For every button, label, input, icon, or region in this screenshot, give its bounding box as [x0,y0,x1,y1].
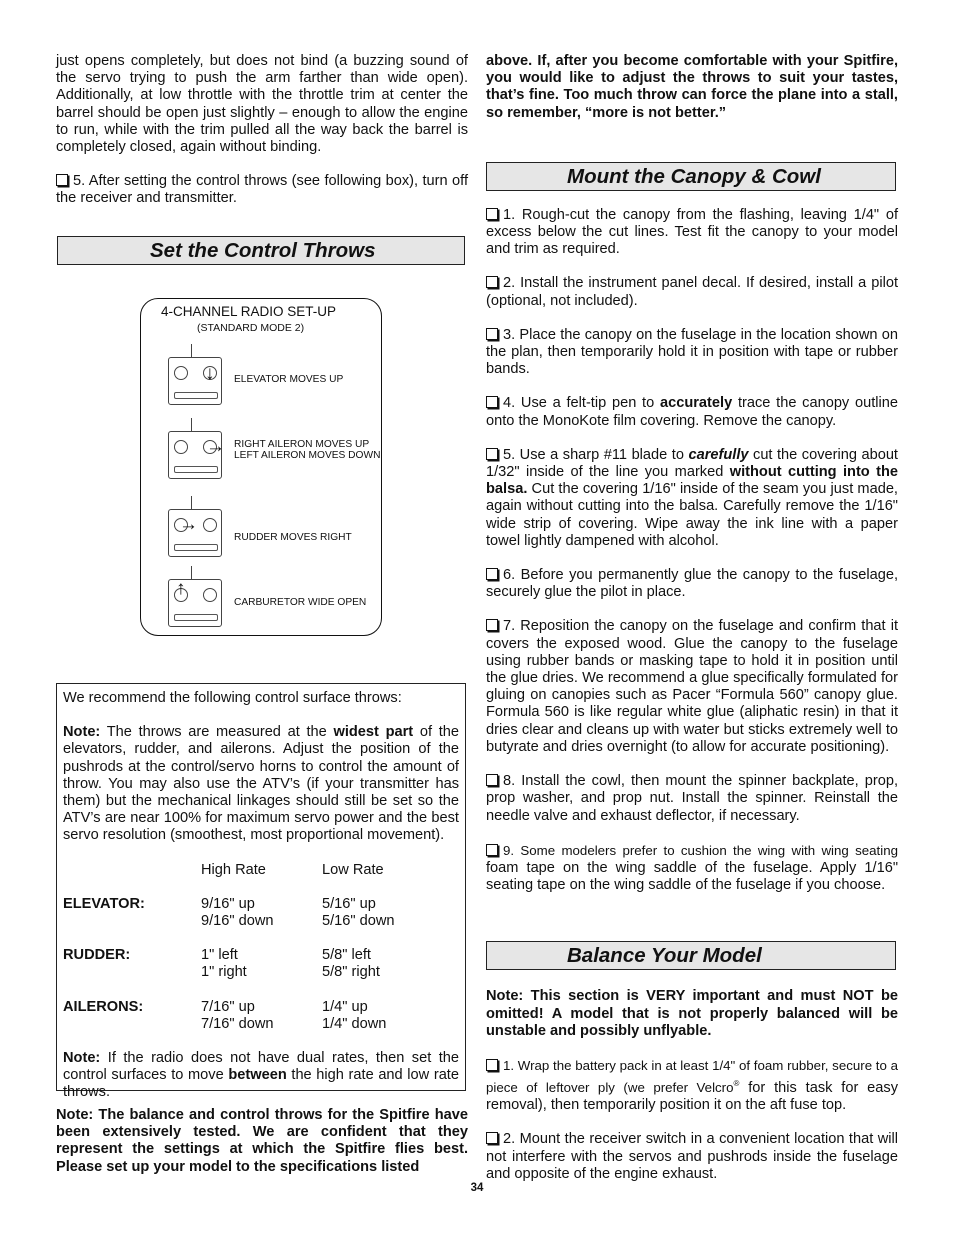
balance-step-1: 1. Wrap the battery pack in at least 1/4" of foam rubber, secure to a piece of leftover ply (we prefer Velcro® for this task for easy removal), then temporarily position it on the aft fuse top. [486,1057,898,1114]
label-rudder: RUDDER MOVES RIGHT [234,532,352,543]
canopy-step-8: 8. Install the cowl, then mount the spinner backplate, prop, prop washer, and prop nut. Install the spinner. Reinstall the needle valve and exhaust deflector, if necessary. [486,773,898,824]
balance-note: Note: This section is VERY important and must NOT be omitted! A model that is not properly balanced will be unstable and possibly unflyable. [486,988,898,1039]
checkbox-icon[interactable] [486,844,498,856]
canopy-step-6: 6. Before you permanently glue the canopy to the fuselage, securely glue the pilot in place. [486,567,898,601]
checkbox-icon[interactable] [486,568,498,580]
canopy-step-3: 3. Place the canopy on the fuselage in the location shown on the plan, then temporarily hold it in position with tape or rubber bands. [486,326,898,378]
transmitter-elevator [168,357,222,405]
label-aileron-left: LEFT AILERON MOVES DOWN [234,450,381,461]
right-intro: above. If, after you become comfortable with your Spitfire, you would like to adjust the throws to suit your tastes, that’s fine. Too much throw can force the plane into a stall, so remember, “more is not better.” [486,53,898,121]
balance-step-2: 2. Mount the receiver switch in a convenient location that will not interfere with the servos and pushrods inside the fuselage and opposite of the engine exhaust. [486,1131,898,1182]
label-elevator: ELEVATOR MOVES UP [234,374,344,385]
canopy-step-1: 1. Rough-cut the canopy from the flashing, leaving 1/4" of excess below the cut lines. Test fit the canopy to your model and trim as required. [486,206,898,258]
diagram-subtitle: (STANDARD MODE 2) [197,322,305,334]
checkbox-icon[interactable] [486,276,498,288]
checkbox-icon[interactable] [56,174,68,186]
checkbox-icon[interactable] [486,208,498,220]
checkbox-icon[interactable] [486,448,498,460]
checkbox-icon[interactable] [486,328,498,340]
label-aileron-right: RIGHT AILERON MOVES UP [234,439,370,450]
section-header-canopy: Mount the Canopy & Cowl [486,162,896,191]
rates-header-row: High Rate Low Rate [201,861,384,878]
rudder-row: RUDDER: 1" left 5/8" left [63,947,371,964]
section-header-control-throws: Set the Control Throws [57,236,465,265]
throws-note-2: Note: If the radio does not have dual rates, then set the control surfaces to move between the high rate and low rate throws. [63,1049,459,1101]
arrow-right-icon: → [179,514,198,535]
arrow-up-icon: ↑ [176,578,186,599]
checkbox-icon[interactable] [486,619,498,631]
transmitter-rudder [168,509,222,557]
arrow-right-icon: → [206,436,225,457]
checkbox-icon[interactable] [486,396,498,408]
section-header-balance: Balance Your Model [486,941,896,970]
transmitter-aileron [168,431,225,479]
checkbox-icon[interactable] [486,774,498,786]
checkbox-icon[interactable] [486,1059,498,1071]
throws-intro: We recommend the following control surface throws: [63,690,402,706]
step-5: 5. After setting the control throws (see following box), turn off the receiver and transmitter. [56,173,468,207]
canopy-step-2: 2. Install the instrument panel decal. If desired, install a pilot (optional, not included). [486,275,898,309]
canopy-step-4: 4. Use a felt-tip pen to accurately trace the canopy outline onto the MonoKote film covering. Remove the canopy. [486,395,898,429]
balance-note-left: Note: The balance and control throws for the Spitfire have been extensively tested. We are confident that they represent the settings at which the Spitfire flies best. Please set up your model to the specifications listed [56,1107,468,1175]
label-carburetor: CARBURETOR WIDE OPEN [234,597,367,608]
elevator-row: ELEVATOR: 9/16" up 5/16" up [63,895,376,912]
transmitter-throttle [168,579,222,627]
intro-paragraph: just opens completely, but does not bind (a buzzing sound of the servo trying to push the arm farther than wide open). Additionally, at low throttle with the throttle trim at center the barrel should be open just slightly – enough to allow the engine to run, while with the trim pulled all the way back the barrel is completely closed, again without binding. [56,53,468,156]
diagram-title: 4-CHANNEL RADIO SET-UP [161,304,337,319]
right-column [486,53,898,1183]
checkbox-icon[interactable] [486,1132,498,1144]
ailerons-row: AILERONS: 7/16" up 1/4" up [63,998,368,1015]
throws-note: Note: The throws are measured at the widest part of the elevators, rudder, and ailerons. Adjust the position of the pushrods at the control/servo horns to control the amount of throw. You may also use the ATV’s (if your transmitter has them) but the mechanical linkages should still be set so the ATV’s are near 100% for maximum servo power and the best servo resolution (smoothest, most proportional movement). [63,724,460,844]
left-column [56,53,468,208]
radio-setup-diagram [140,298,382,636]
canopy-step-9: 9. Some modelers prefer to cushion the wing with wing seating foam tape on the wing saddle of the fuselage. Apply 1/16" seating tape on the wing saddle of the fuselage if you choose. [486,842,898,894]
elevator-row-2: 9/16" down 5/16" down [201,913,395,929]
ailerons-row-2: 7/16" down 1/4" down [201,1015,387,1032]
control-throws-box [56,683,466,1101]
canopy-step-7: 7. Reposition the canopy on the fuselage and confirm that it covers the exposed wood. Glue the canopy to the fuselage using rubber bands or masking tape to hold it in position until the glue dries. We recommend a glue specifically formulated for gluing on canopies such as Pacer “Formula 560” canopy glue. Formula 560 is like regular white glue (aliphatic resin) in that it dries clear and cleans up with water but sticks extremely well to butyrate and dries overnight (to allow for accurate positioning). [486,618,898,755]
arrow-down-icon: ↓ [205,363,215,384]
page-number: 34 [470,1182,484,1194]
canopy-step-5: 5. Use a sharp #11 blade to carefully cut the covering about 1/32" inside of the line you marked without cutting into the balsa. Cut the covering 1/16" inside of the seam you just made, again without cutting into the balsa. Carefully remove the 1/16" wide strip of covering. Wipe away the ink line with a paper towel lightly dampened with alcohol. [486,446,898,549]
rudder-row-2: 1" right 5/8" right [201,964,380,981]
